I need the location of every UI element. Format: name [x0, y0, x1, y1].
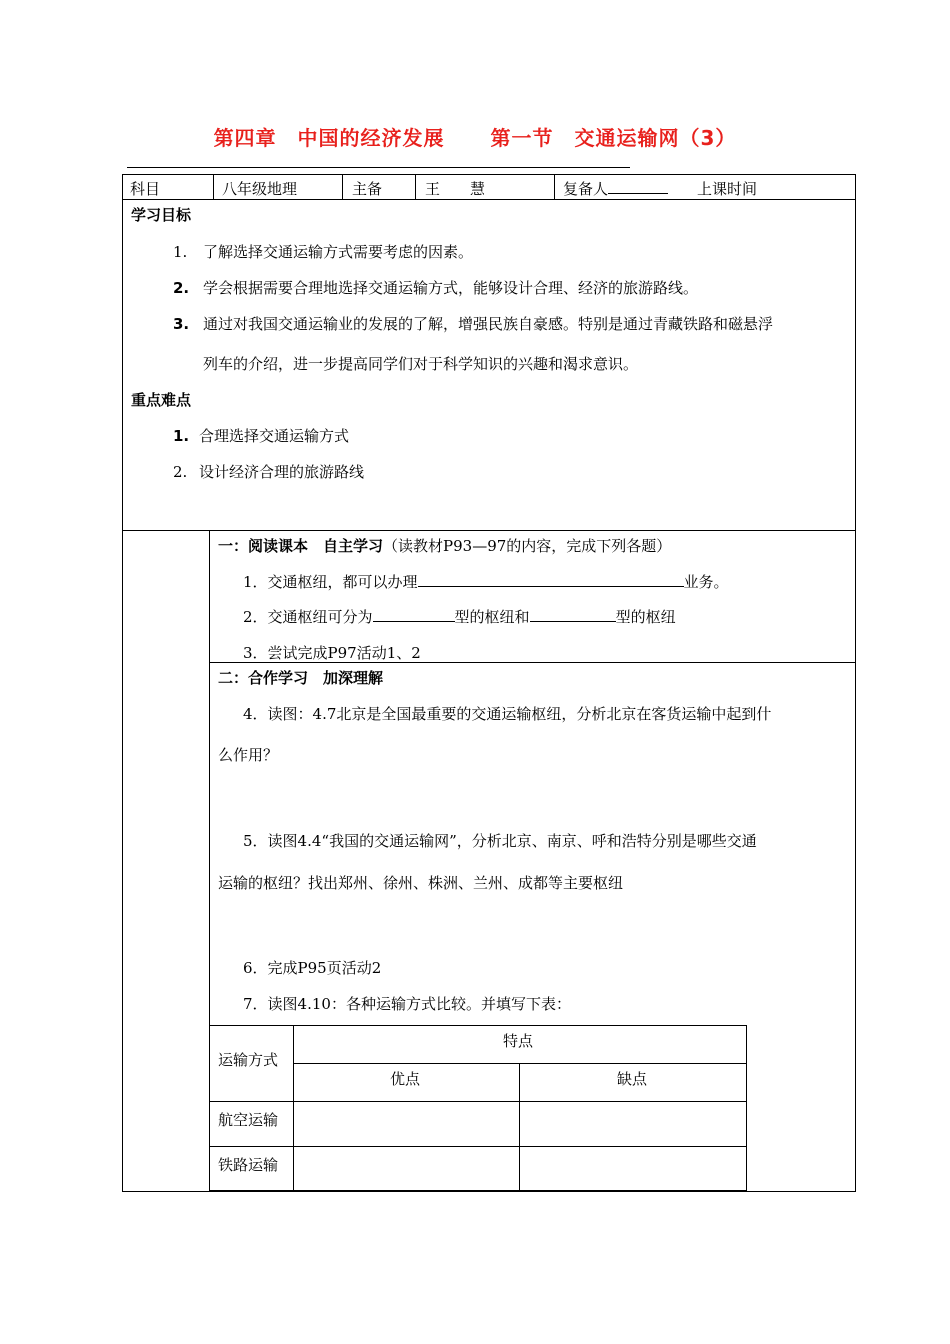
mode-header: 运输方式 [218, 1051, 279, 1069]
objective-item-continued: 列车的介绍，进一步提高同学们对于科学知识的兴趣和渴求意识。 [203, 355, 639, 373]
answer-blank[interactable] [373, 607, 455, 622]
objective-item: 2. 学会根据需要合理地选择交通运输方式，能够设计合理、经济的旅游路线。 [173, 279, 699, 297]
subject-value: 八年级地理 [222, 180, 298, 198]
question-2: 2．交通枢纽可分为 型的枢纽和 型的枢纽 [243, 608, 676, 626]
part-divider [209, 662, 856, 663]
rail-cons-cell[interactable] [521, 1148, 745, 1189]
co-teacher-blank [608, 179, 668, 194]
question-4-continued: 么作用？ [218, 746, 279, 764]
pros-header: 优点 [390, 1070, 421, 1088]
part2-heading: 二：合作学习 加深理解 [218, 669, 384, 687]
question-5-continued: 运输的枢纽？找出郑州、徐州、株洲、兰州、成都等主要枢纽 [218, 874, 624, 892]
question-4: 4．读图：4.7北京是全国最重要的交通运输枢纽，分析北京在客货运输中起到什 [243, 705, 772, 723]
cons-header: 缺点 [617, 1070, 648, 1088]
row-air-transport: 航空运输 [218, 1111, 279, 1129]
class-time-label: 上课时间 [697, 180, 758, 198]
key-points-heading: 重点难点 [131, 391, 192, 409]
answer-blank[interactable] [530, 607, 616, 622]
lead-teacher-label: 主备 [352, 180, 383, 198]
question-7: 7．读图4.10：各种运输方式比较。并填写下表： [243, 995, 571, 1013]
objective-item: 3. 通过对我国交通运输业的发展的了解，增强民族自豪感。特别是通过青藏铁路和磁悬浮 [173, 315, 774, 333]
section-title: 第一节 交通运输网（3） [490, 126, 737, 150]
header-row-divider [122, 199, 856, 200]
feature-header: 特点 [503, 1032, 534, 1050]
title-underline [127, 167, 630, 168]
rail-pros-cell[interactable] [295, 1148, 517, 1189]
page-title [0, 122, 950, 151]
question-1: 1．交通枢纽，都可以办理 业务。 [243, 573, 729, 591]
objectives-heading: 学习目标 [131, 206, 192, 224]
key-point-item: 2. 设计经济合理的旅游路线 [173, 463, 365, 481]
chapter-title: 第四章 中国的经济发展 [213, 126, 445, 150]
air-pros-cell[interactable] [295, 1103, 517, 1145]
question-5: 5．读图4.4“我国的交通运输网”，分析北京、南京、呼和浩特分别是哪些交通 [243, 832, 757, 850]
key-point-item: 1. 合理选择交通运输方式 [173, 427, 350, 445]
question-3: 3．尝试完成P97活动1、2 [243, 644, 421, 662]
subject-label: 科目 [130, 180, 161, 198]
air-cons-cell[interactable] [521, 1103, 745, 1145]
co-teacher-label: 复备人 [563, 178, 668, 199]
section-divider [122, 530, 856, 531]
lead-teacher-value: 王 慧 [425, 180, 486, 198]
question-6: 6．完成P95页活动2 [243, 959, 382, 977]
answer-blank[interactable] [418, 572, 684, 587]
objective-item: 1. 了解选择交通运输方式需要考虑的因素。 [173, 243, 474, 261]
part1-heading: 一：阅读课本 自主学习（读教材P93—97的内容，完成下列各题） [218, 537, 672, 555]
row-rail-transport: 铁路运输 [218, 1156, 279, 1174]
